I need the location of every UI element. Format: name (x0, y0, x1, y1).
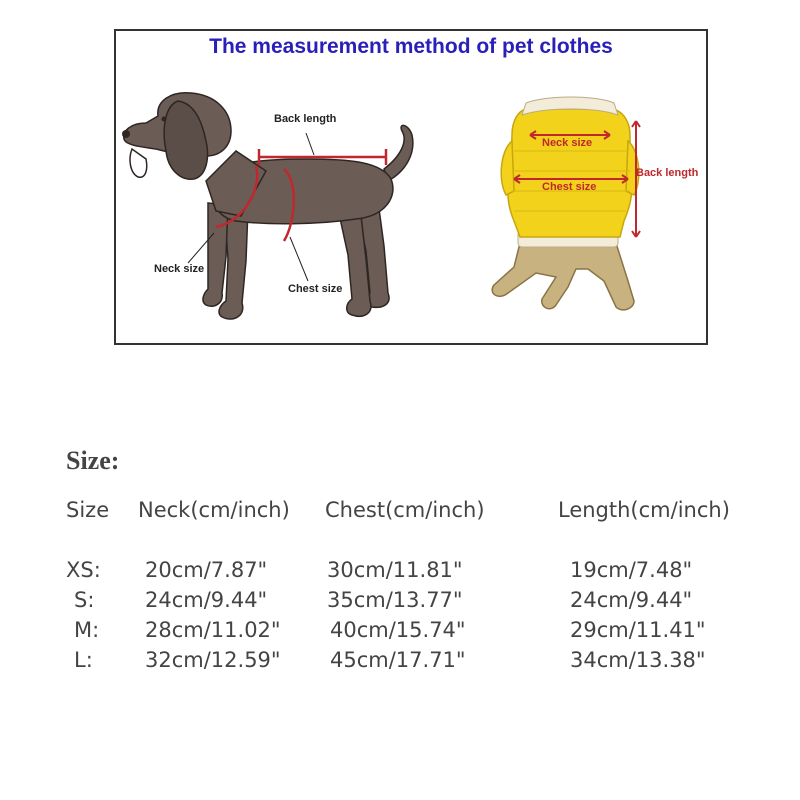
table-cell: S: (74, 588, 95, 612)
table-cell: XS: (66, 558, 101, 582)
header-length: Length(cm/inch) (558, 498, 730, 522)
table-cell: 28cm/11.02" (145, 618, 281, 642)
table-cell: 24cm/9.44" (145, 588, 268, 612)
table-cell: 19cm/7.48" (570, 558, 693, 582)
table-cell: 30cm/11.81" (327, 558, 463, 582)
coat-label-chest-size: Chest size (542, 181, 597, 193)
table-cell: 32cm/12.59" (145, 648, 281, 672)
table-cell: 45cm/17.71" (330, 648, 466, 672)
measurement-diagram (114, 29, 708, 345)
table-cell: 20cm/7.87" (145, 558, 268, 582)
table-cell: 24cm/9.44" (570, 588, 693, 612)
table-cell: 35cm/13.77" (327, 588, 463, 612)
label-chest-size: Chest size (288, 283, 343, 295)
pet-coat-illustration (492, 97, 639, 310)
label-back-length: Back length (274, 113, 337, 125)
coat-label-back-length: Back length (636, 167, 699, 179)
table-cell: 34cm/13.38" (570, 648, 706, 672)
table-cell: L: (74, 648, 93, 672)
coat-label-neck-size: Neck size (542, 137, 593, 149)
table-cell: 29cm/11.41" (570, 618, 706, 642)
diagram-title: The measurement method of pet clothes (209, 35, 613, 58)
dog-illustration (116, 31, 706, 343)
header-size: Size (66, 498, 110, 522)
header-neck: Neck(cm/inch) (138, 498, 290, 522)
table-cell: M: (74, 618, 100, 642)
size-heading: Size: (66, 446, 120, 475)
label-neck-size: Neck size (154, 263, 205, 275)
header-chest: Chest(cm/inch) (325, 498, 485, 522)
table-cell: 40cm/15.74" (330, 618, 466, 642)
